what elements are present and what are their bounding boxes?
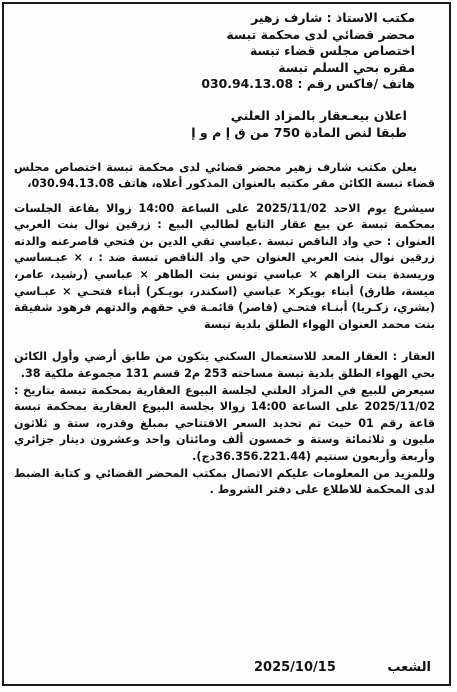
office-address: مقره بحي السلم تبسة: [278, 59, 415, 75]
phone-label: هاتف /فاكس رقم :: [297, 76, 415, 91]
phone-number: 030.94.13.08: [201, 76, 294, 91]
notice-title: [14, 107, 407, 141]
publication-date: 2025/10/15: [254, 660, 336, 675]
notice-frame: [2, 2, 451, 686]
office-header: [14, 10, 415, 93]
notice-title-line1: اعلان بيعـعقار بالمزاد العلني: [230, 107, 407, 123]
publication-footer: [4, 658, 449, 684]
contact-paragraph: وللمزيد من المعلومات عليكم الاتصال بمكتب المحضر القضائي و كتابة الضبط لدى المحكمة للاطلاع على دفتر الشروط .: [14, 466, 435, 497]
notice-title-line2: طبقا لنص المادة 750 من ق إ م و إ: [191, 124, 407, 140]
newspaper-name: الشعب: [387, 660, 431, 675]
auction-paragraph: سيعرض للبيع في المزاد العلني لجلسة البيوع العقارية بمحكمة تبسة بتاريخ : 2025/11/02 على الساعة 14:00 زوالا بجلسة البيوع العقارية بمحكمة تبسة قاعة رقم 01 حيث تم تحديد السعر الافتتاحي بمبلغ وقدره، ستة و ثلاثون مليون و ثلاثمائة وستة و خمسون ألف ومائتان واحد وعشرون دينار جزائري وأربعة وأربعون سنتيم (36.356.221.44دج).: [14, 383, 435, 463]
office-phone: [14, 76, 415, 93]
office-role: محضر قضائي لدى محكمة تبسة: [226, 26, 415, 42]
property-paragraph: العقار : العقار المعد للاستعمال السكني يتكون من طابق أرضي وأول الكائن بحي الهواء الطلق بلدية تبسة مساحته 253 م2 قسم 131 مجموعة ملكية 38.: [14, 350, 435, 381]
office-jurisdiction: اختصاص مجلس قضاء تبسة: [249, 43, 415, 58]
notice-content: [4, 4, 449, 684]
sale-parties-paragraph: سيشرع يوم الاحد 2025/11/02 على الساعة 14:00 زوالا بقاعة الجلسات بمحكمة تبسة عن بيع عقار التابع لطالبي البيع : زرقين نوال بنت العربي العنوان : حي واد الناقص تبسة .عباسي تقي الدين بن فتحي قاصرعنه والدته زرقين نوال بنت العربي العنوان حي واد الناقص تبسة ضد : ، × عبـساسي وريسدة بنت الراهم × عباسي تونس بنت الطاهر × عباسي (رشيد، عامر، ميسة، طارق) أبناء بويكر× عباسي (اسكندر، بويـكر) أبناء فتحـي × عبـاسي (بشري، زكـريا) أبنـاء فتحـي (قاصر) قائمـة في حقهم والدتهم فرهود شفيقة بنت محمد العنوان الهواء الطلق بلدية تبسة: [14, 201, 435, 331]
office-name: مكتب الاستاذ : شارف زهير: [251, 10, 415, 25]
intro-paragraph: يعلن مكتب شارف زهير محضر قضائي لدى محكمة تبسة اختصاص مجلس قضاء تبسة الكائن مقر مكتبه بالعنوان المذكور أعلاه، هاتف 030.94.13.08،: [14, 160, 435, 191]
